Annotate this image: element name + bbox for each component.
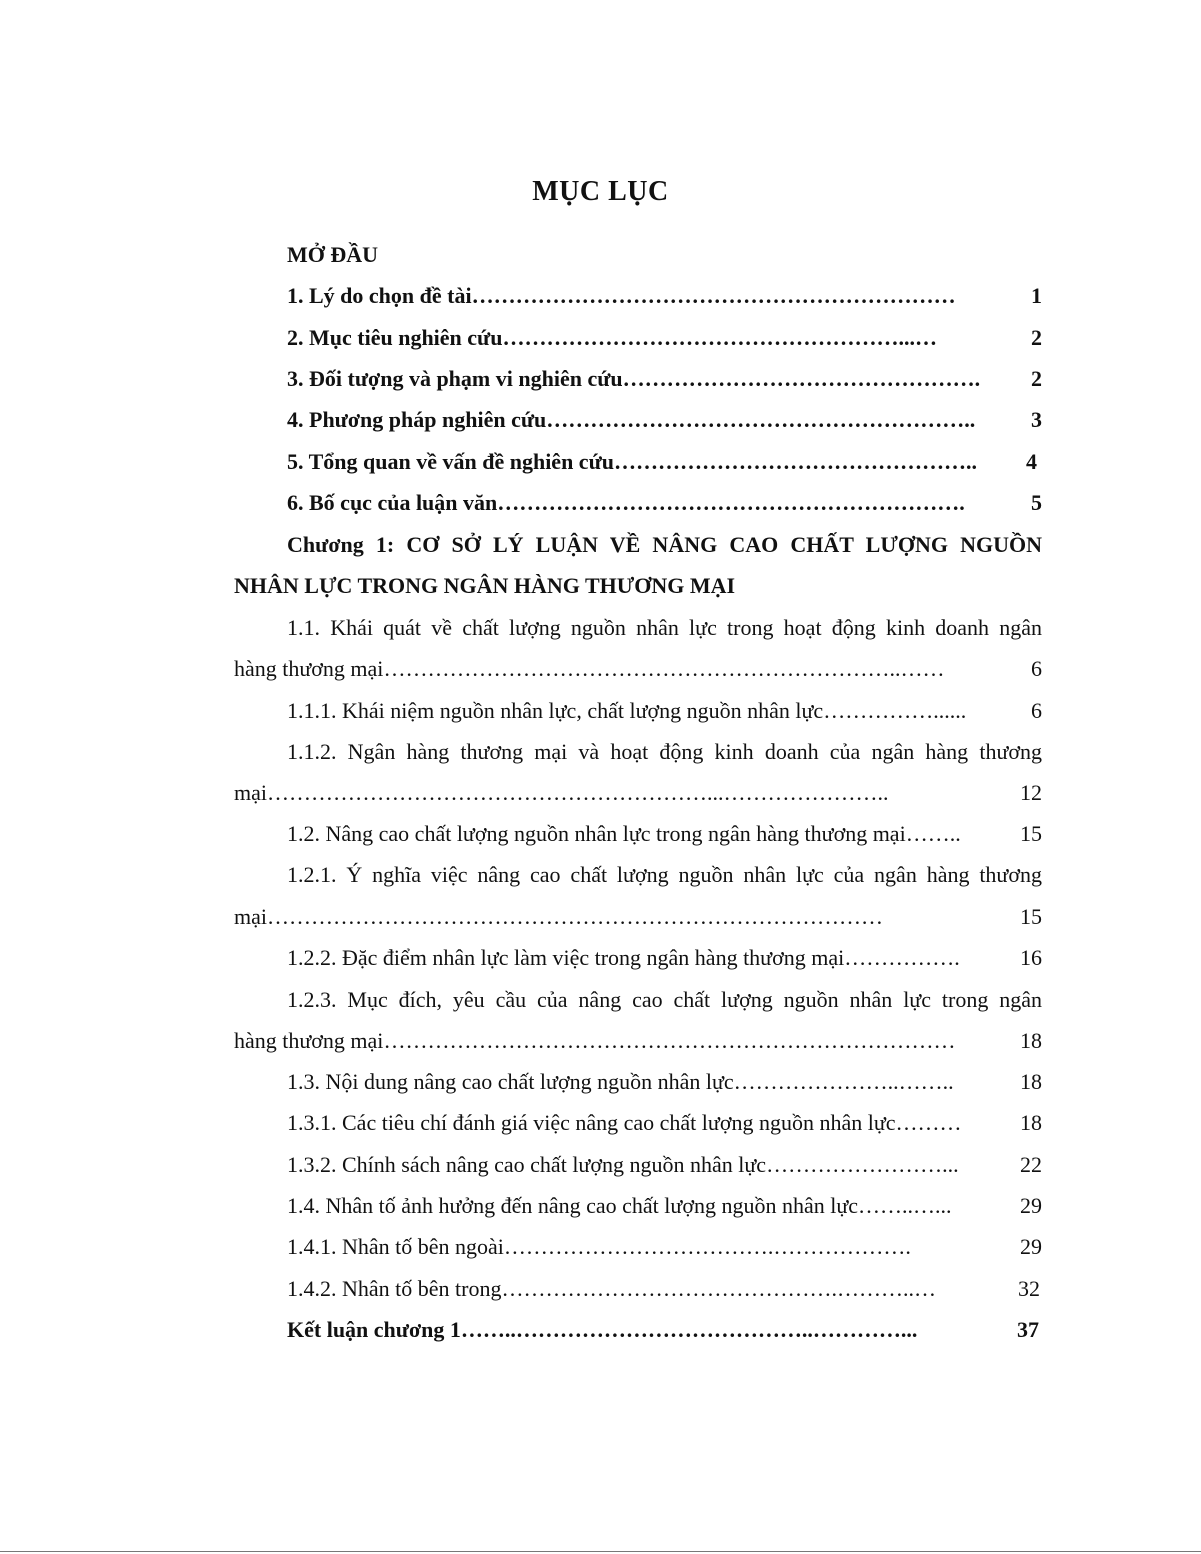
- toc-entry-label: 6. Bố cục của luận văn: [287, 490, 498, 515]
- toc-entry-label: 3. Đối tượng và phạm vi nghiên cứu: [287, 366, 623, 391]
- toc-entry-leader: ………………………………………….: [622, 366, 981, 391]
- toc-entry-leader: …………….: [844, 945, 960, 970]
- toc-entry-leader: ……………......: [823, 698, 967, 723]
- toc-entry-leader: ……………………………….……………….: [503, 1234, 911, 1259]
- toc-entry-page: 12: [1020, 780, 1042, 805]
- toc-entry-leader: ………: [895, 1110, 962, 1135]
- toc-entry-page: 2: [1031, 325, 1042, 350]
- toc-entry: [287, 817, 1042, 851]
- toc-entry-page: 29: [1020, 1234, 1042, 1259]
- toc-entry-leader: ……………………...: [766, 1152, 959, 1177]
- toc-entry-line-1: 1.2.1. Ý nghĩa việc nâng cao chất lượng nguồn nhân lực của ngân hàng thương: [287, 862, 1042, 887]
- toc-entry: [287, 445, 1037, 479]
- toc-entry-label: 2. Mục tiêu nghiên cứu: [287, 325, 503, 350]
- toc-entry-line-1: 1.1. Khái quát về chất lượng nguồn nhân lực trong hoạt động kinh doanh ngân: [287, 615, 1042, 640]
- toc-entry-page: 29: [1020, 1193, 1042, 1218]
- toc-entry-label: hàng thương mại: [234, 1028, 384, 1053]
- toc-entry-page: 16: [1020, 945, 1042, 970]
- toc-entry: [287, 403, 1042, 437]
- toc-entry-leader: ……..…………………………………..…………...: [460, 1317, 918, 1342]
- toc-entry-page: 22: [1020, 1152, 1042, 1177]
- toc-entry-leader: ……..: [905, 821, 961, 846]
- toc-entry-label: Kết luận chương 1: [287, 1317, 461, 1342]
- toc-entry-leader: ……………………………………….………..…: [501, 1276, 936, 1301]
- toc-entry-label: 1.4. Nhân tố ảnh hưởng đến nâng cao chất lượng nguồn nhân lực: [287, 1193, 859, 1218]
- toc-entry: [287, 1065, 1042, 1099]
- toc-entry: [287, 362, 1042, 396]
- toc-entry-page: 6: [1031, 656, 1042, 681]
- toc-entry-label: 1.4.2. Nhân tố bên trong: [287, 1276, 502, 1301]
- toc-entry-label: 1.3.1. Các tiêu chí đánh giá việc nâng cao chất lượng nguồn nhân lực: [287, 1110, 896, 1135]
- chapter-heading-line-2: NHÂN LỰC TRONG NGÂN HÀNG THƯƠNG MẠI: [234, 573, 736, 598]
- toc-entry-page: 15: [1020, 904, 1042, 929]
- toc-entry: [287, 941, 1042, 975]
- toc-entry-leader: …………………………………………………..: [546, 407, 976, 432]
- toc-entry: [287, 1272, 1040, 1306]
- toc-entry-label: 1.4.1. Nhân tố bên ngoài: [287, 1234, 504, 1259]
- toc-entry-label: 1.2.2. Đặc điểm nhân lực làm việc trong ngân hàng thương mại: [287, 945, 845, 970]
- toc-entry: [287, 1148, 1042, 1182]
- toc-entry: [287, 1189, 1042, 1223]
- toc-entry: [287, 1230, 1042, 1264]
- page-title: MỤC LỤC: [532, 176, 669, 207]
- toc-entry-line-2: [234, 776, 1042, 810]
- toc-entry-label: 1.2. Nâng cao chất lượng nguồn nhân lực trong ngân hàng thương mại: [287, 821, 906, 846]
- toc-entry-page: 6: [1031, 698, 1042, 723]
- page-bottom-edge: [0, 1551, 1201, 1552]
- toc-entry-page: 15: [1020, 821, 1042, 846]
- toc-entry-page: 32: [1018, 1276, 1040, 1301]
- toc-entry-line-2: [234, 652, 1042, 686]
- toc-entry-page: 18: [1020, 1110, 1042, 1135]
- toc-entry-label: mại: [234, 780, 267, 805]
- toc-entry-leader: …………………………………………………………: [471, 283, 956, 308]
- toc-entry-label: 1. Lý do chọn đề tài: [287, 283, 472, 308]
- toc-entry: [287, 279, 1042, 313]
- toc-entry-label: 1.1.1. Khái niệm nguồn nhân lực, chất lượng nguồn nhân lực: [287, 698, 824, 723]
- toc-entry-leader: ………………………………………………...…: [502, 325, 937, 350]
- toc-entry-conclusion: [287, 1313, 1039, 1347]
- toc-entry-page: 1: [1031, 283, 1042, 308]
- toc-entry-leader: ……..…...: [858, 1193, 952, 1218]
- toc-entry: [287, 1106, 1042, 1140]
- toc-entry-leader: …………………………………………..: [614, 449, 978, 474]
- toc-entry-leader: ……………………………………………………………..……: [383, 656, 945, 681]
- toc-entry-leader: ……………………………………………………...…………………..: [267, 780, 889, 805]
- intro-heading: MỞ ĐẦU: [287, 242, 379, 267]
- toc-entry-label: mại: [234, 904, 267, 929]
- toc-entry-page: 4: [1026, 449, 1037, 474]
- toc-entry-page: 5: [1031, 490, 1042, 515]
- toc-entry-line-1: 1.1.2. Ngân hàng thương mại và hoạt động kinh doanh của ngân hàng thương: [287, 739, 1042, 764]
- toc-entry-page: 37: [1017, 1317, 1039, 1342]
- toc-entry-page: 18: [1020, 1028, 1042, 1053]
- toc-entry-label: 1.3. Nội dung nâng cao chất lượng nguồn nhân lực: [287, 1069, 734, 1094]
- toc-entry-leader: …………………..……..: [733, 1069, 954, 1094]
- toc-entry-line-1: 1.2.3. Mục đích, yêu cầu của nâng cao chất lượng nguồn nhân lực trong ngân: [287, 987, 1042, 1012]
- toc-entry: [287, 321, 1042, 355]
- toc-entry-page: 3: [1031, 407, 1042, 432]
- toc-entry-line-2: [234, 1024, 1042, 1058]
- toc-entry-leader: ……………………………………………………………………: [383, 1028, 956, 1053]
- toc-entry-leader: ……………………………………………………….: [497, 490, 965, 515]
- toc-entry: [287, 694, 1042, 728]
- toc-entry-label: 1.3.2. Chính sách nâng cao chất lượng nguồn nhân lực: [287, 1152, 767, 1177]
- chapter-heading-line-1: Chương 1: CƠ SỞ LÝ LUẬN VỀ NÂNG CAO CHẤT LƯỢNG NGUỒN: [287, 532, 1042, 557]
- toc-entry-page: 18: [1020, 1069, 1042, 1094]
- toc-entry-label: 4. Phương pháp nghiên cứu: [287, 407, 547, 432]
- toc-entry: [287, 486, 1042, 520]
- toc-entry-leader: …………………………………………………………………………: [267, 904, 883, 929]
- toc-entry-label: 5. Tổng quan về vấn đề nghiên cứu: [287, 449, 615, 474]
- toc-entry-page: 2: [1031, 366, 1042, 391]
- toc-entry-label: hàng thương mại: [234, 656, 384, 681]
- toc-entry-line-2: [234, 900, 1042, 934]
